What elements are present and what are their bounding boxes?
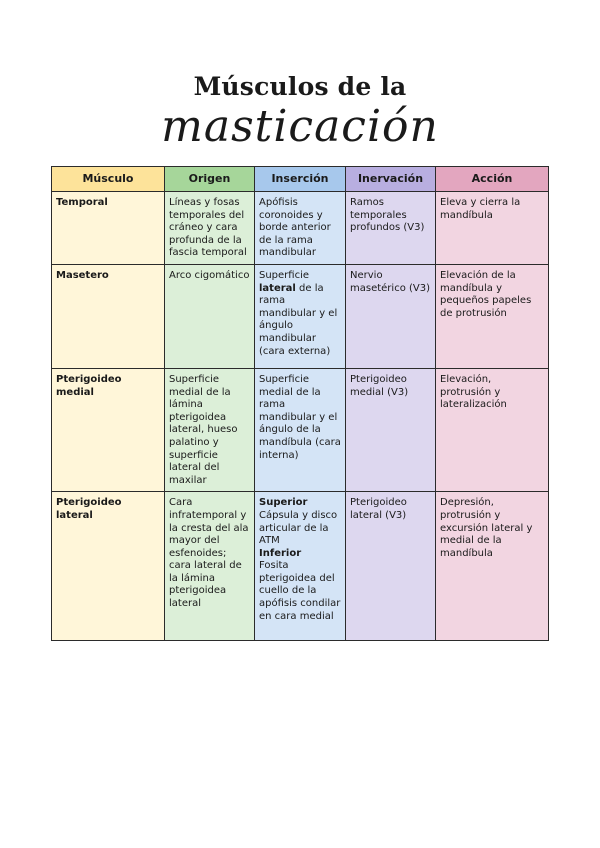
cell-origin: Arco cigomático — [165, 264, 255, 368]
cell-muscle: Pterigoideo medial — [52, 368, 165, 491]
insertion-text: de la rama mandibular y el ángulo mandibular (cara externa) — [259, 282, 338, 357]
cell-origin: Superficie medial de la lámina pterigoidea lateral, hueso palatino y superficie lateral del maxilar — [165, 368, 255, 491]
cell-action: Elevación, protrusión y lateralización — [436, 368, 549, 491]
cell-action: Depresión, protrusión y excursión lateral y medial de la mandíbula — [436, 492, 549, 641]
table-row — [52, 492, 549, 641]
table-header-row — [52, 167, 549, 192]
cell-origin: Líneas y fosas temporales del cráneo y cara profunda de la fascia temporal — [165, 192, 255, 265]
cell-origin: Cara infratemporal y la cresta del ala mayor del esfenoides; cara lateral de la lámina pterigoidea lateral — [165, 492, 255, 641]
cell-muscle: Masetero — [52, 264, 165, 368]
cell-innervation: Pterigoideo lateral (V3) — [346, 492, 436, 641]
header-musculo: Músculo — [52, 167, 165, 192]
muscles-table — [51, 166, 549, 641]
insertion-inferior-label: Inferior — [259, 547, 302, 559]
header-origen: Origen — [165, 167, 255, 192]
cell-muscle: Pterigoideo lateral — [52, 492, 165, 641]
cell-innervation: Ramos temporales profundos (V3) — [346, 192, 436, 265]
cell-innervation: Nervio masetérico (V3) — [346, 264, 436, 368]
table-row — [52, 192, 549, 265]
header-inervacion: Inervación — [346, 167, 436, 192]
cell-insertion: Superficie medial de la rama mandibular y el ángulo de la mandíbula (cara interna) — [255, 368, 346, 491]
page-subtitle: masticación — [161, 101, 439, 152]
insertion-emphasis: lateral — [259, 282, 296, 294]
cell-insertion — [255, 264, 346, 368]
insertion-superior-text: Cápsula y disco articular de la ATM — [259, 509, 338, 547]
cell-action: Eleva y cierra la mandíbula — [436, 192, 549, 265]
table-row — [52, 264, 549, 368]
insertion-text: Superficie — [259, 269, 310, 281]
cell-insertion: Apófisis coronoides y borde anterior de la rama mandibular — [255, 192, 346, 265]
cell-innervation: Pterigoideo medial (V3) — [346, 368, 436, 491]
header-accion: Acción — [436, 167, 549, 192]
table-row — [52, 368, 549, 491]
header-insercion: Inserción — [255, 167, 346, 192]
cell-insertion — [255, 492, 346, 641]
insertion-superior-label: Superior — [259, 497, 308, 509]
cell-muscle: Temporal — [52, 192, 165, 265]
insertion-inferior-text: Fosita pterigoidea del cuello de la apófisis condilar en cara medial — [259, 560, 341, 622]
cell-action: Elevación de la mandíbula y pequeños papeles de protrusión — [436, 264, 549, 368]
page-title: Músculos de la — [193, 72, 407, 101]
